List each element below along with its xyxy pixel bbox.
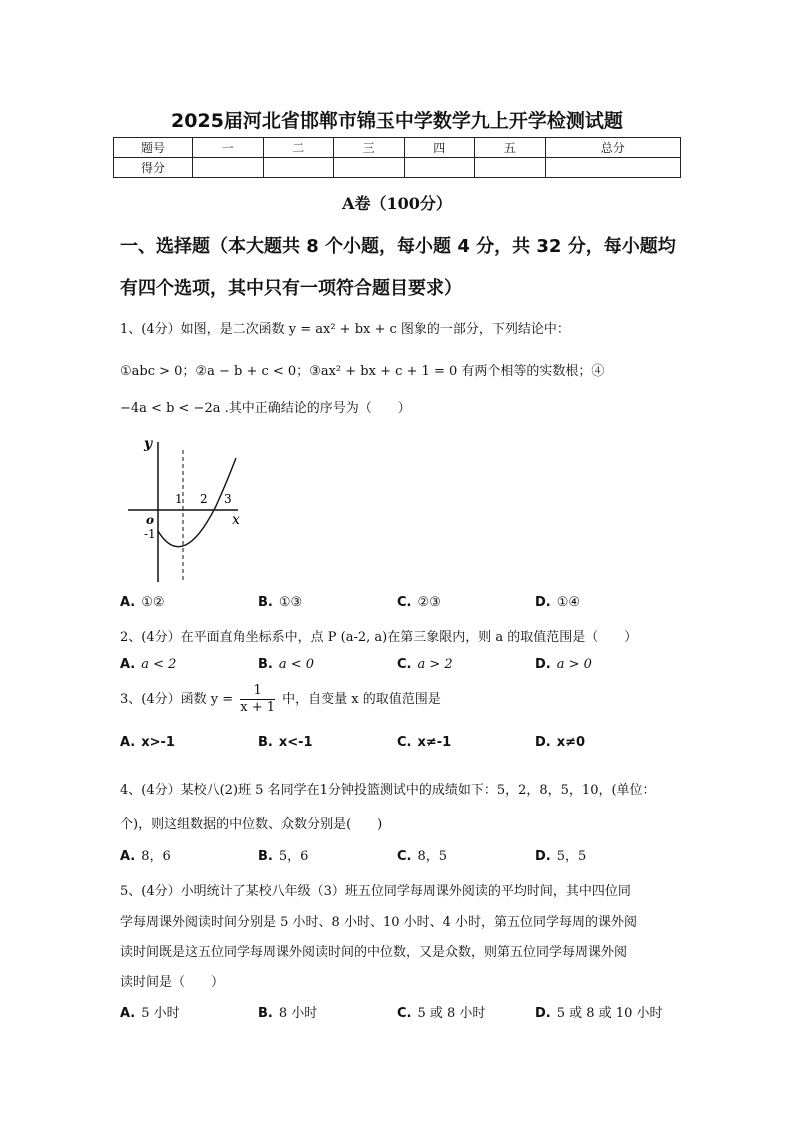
part1-heading-line1: 一、选择题（本大题共 8 个小题，每小题 4 分，共 32 分，每小题均 — [120, 236, 676, 257]
q5-option-d[interactable]: D. 5 或 8 或 10 小时 — [535, 1006, 663, 1021]
score-table — [113, 137, 681, 178]
section-a-heading: A卷（100分） — [342, 194, 452, 213]
score-header-cell: 二 — [263, 138, 334, 158]
q3-option-b[interactable]: B. x<-1 — [258, 735, 313, 750]
q5-line3: 读时间既是这五位同学每周课外阅读时间的中位数，又是众数，则第五位同学每周课外阅 — [120, 945, 628, 960]
tick-label-1: 1 — [175, 492, 183, 506]
q5-line1: 5、(4分）小明统计了某校八年级（3）班五位同学每周课外阅读的平均时间，其中四位同 — [120, 884, 631, 899]
q4-option-d[interactable]: D. 5，5 — [535, 849, 587, 864]
q1-line1: 1、(4分）如图，是二次函数 y = ax² + bx + c 图象的一部分，下列结论中： — [120, 322, 570, 337]
q3-option-d[interactable]: D. x≠0 — [535, 735, 586, 750]
q5-option-c[interactable]: C. 5 或 8 小时 — [397, 1006, 486, 1021]
score-table-row — [114, 158, 681, 178]
q1-option-c[interactable]: C. ②③ — [397, 595, 441, 610]
score-header-cell: 题号 — [114, 138, 193, 158]
score-cell[interactable] — [334, 158, 405, 178]
score-cell[interactable] — [263, 158, 334, 178]
score-header-cell: 五 — [475, 138, 546, 158]
q1-line2: ①abc > 0；②a − b + c < 0；③ax² + bx + c + 1 = 0 有两个相等的实数根；④ — [120, 364, 605, 379]
q2-option-c[interactable]: C. a > 2 — [397, 657, 453, 672]
score-header-cell: 一 — [193, 138, 264, 158]
q3-option-a[interactable]: A. x>-1 — [120, 735, 175, 750]
tick-label-2: 2 — [200, 492, 208, 506]
score-header-cell: 总分 — [545, 138, 681, 158]
q3-stem: 3、(4分）函数 y = $\frac{1}{x + 1}$ 中，自变量 x 的取值范围是 — [120, 683, 441, 715]
score-cell[interactable] — [545, 158, 681, 178]
origin-label: o — [146, 513, 155, 527]
q2-option-b[interactable]: B. a < 0 — [258, 657, 315, 672]
score-cell[interactable] — [475, 158, 546, 178]
q1-option-a[interactable]: A. ①② — [120, 595, 165, 610]
q4-option-b[interactable]: B. 5，6 — [258, 849, 309, 864]
q3-option-c[interactable]: C. x≠-1 — [397, 735, 452, 750]
q1-parabola-graph — [120, 432, 250, 587]
q4-option-c[interactable]: C. 8，5 — [397, 849, 448, 864]
q3-fraction: $\frac{1}{x + 1}$ — [240, 683, 276, 715]
q1-option-b[interactable]: B. ①③ — [258, 595, 303, 610]
score-row-label: 得分 — [114, 158, 193, 178]
score-header-cell: 三 — [334, 138, 405, 158]
q5-line4: 读时间是（ ） — [120, 975, 225, 990]
tick-label-neg1: -1 — [144, 527, 156, 541]
y-axis-label: y — [144, 436, 153, 452]
score-header-cell: 四 — [404, 138, 475, 158]
q5-option-a[interactable]: A. 5 小时 — [120, 1006, 180, 1021]
tick-label-3: 3 — [224, 492, 232, 506]
q5-option-b[interactable]: B. 8 小时 — [258, 1006, 318, 1021]
score-table-header-row — [114, 138, 681, 158]
q5-line2: 学每周课外阅读时间分别是 5 小时、8 小时、10 小时、4 小时，第五位同学每周的课外阅 — [120, 915, 638, 930]
q1-line3: −4a < b < −2a .其中正确结论的序号为（ ） — [120, 401, 411, 416]
q2-option-a[interactable]: A. a < 2 — [120, 657, 177, 672]
q1-option-d[interactable]: D. ①④ — [535, 595, 581, 610]
x-axis-label: x — [232, 512, 240, 528]
q4-line1: 4、(4分）某校八(2)班 5 名同学在1分钟投篮测试中的成绩如下：5，2，8，5，10，(单位： — [120, 783, 656, 798]
score-cell[interactable] — [193, 158, 264, 178]
q4-line2: 个)，则这组数据的中位数、众数分别是( ) — [120, 817, 383, 832]
q2-stem: 2、(4分）在平面直角坐标系中，点 P (a-2, a)在第三象限内，则 a 的取值范围是（ ） — [120, 630, 638, 645]
part1-heading-line2: 有四个选项，其中只有一项符合题目要求） — [120, 278, 462, 299]
q2-option-d[interactable]: D. a > 0 — [535, 657, 592, 672]
score-cell[interactable] — [404, 158, 475, 178]
exam-title: 2025届河北省邯郸市锦玉中学数学九上开学检测试题 — [171, 110, 623, 132]
q4-option-a[interactable]: A. 8，6 — [120, 849, 171, 864]
